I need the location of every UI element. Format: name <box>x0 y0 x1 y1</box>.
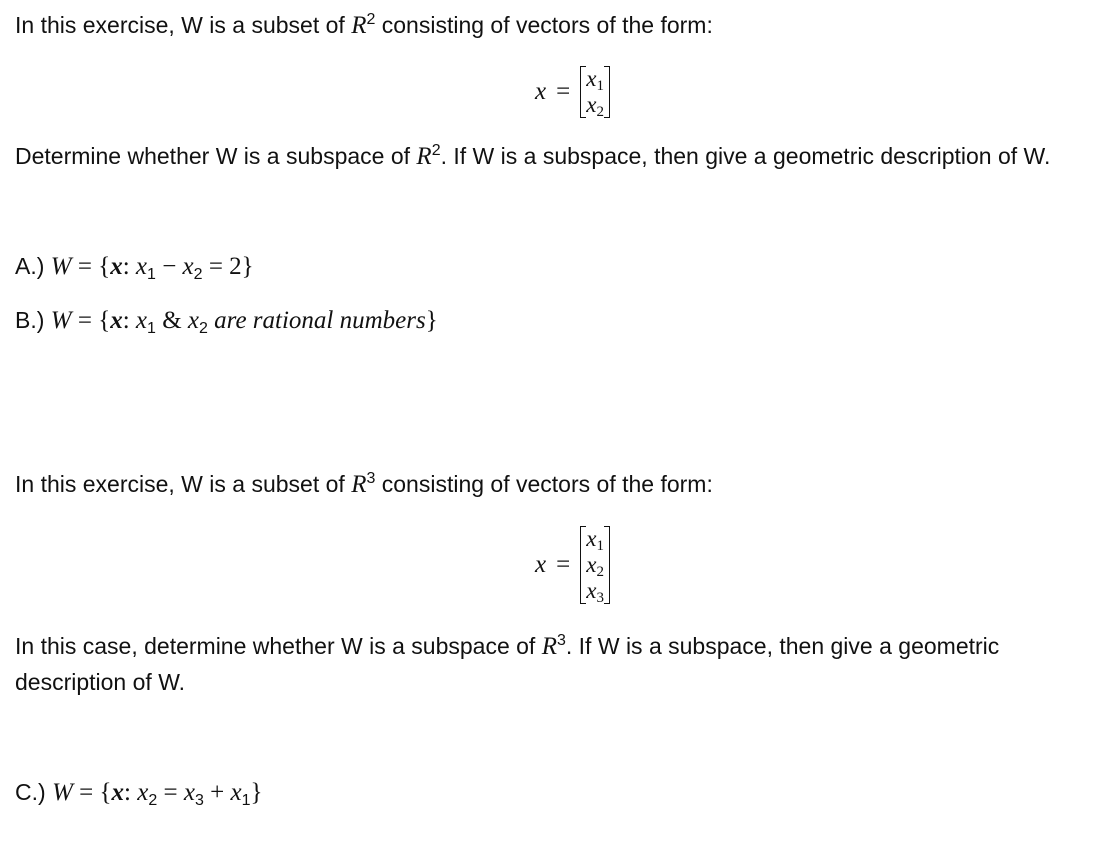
part-c: C.) W = {x: $x_2 = x_3 + x_1$} <box>15 779 263 809</box>
vector-entry: $x_3$ <box>586 578 604 606</box>
part-a: A.) W = {x: $x_1 - x_2 = 2$} <box>15 253 254 283</box>
vector-equation-r2: x = $x_1$ $x_2$ <box>535 66 610 118</box>
vector-entry: $x_1$ <box>586 526 604 554</box>
section2-question: In this case, determine whether W is a subspace of $R^3$. If W is a subspace, then give a geometric <box>15 632 1000 660</box>
vector-entry: $x_2$ <box>586 92 604 120</box>
section1-intro: In this exercise, W is a subset of $R^2$ consisting of vectors of the form: <box>15 11 713 39</box>
vector-entry: $x_1$ <box>586 66 604 94</box>
section2-question-line2: description of W. <box>15 669 186 695</box>
column-vector-r2 <box>580 66 610 118</box>
part-b: B.) W = {x: $x_1$ & $x_2$ are rational numbers} <box>15 307 438 337</box>
section2-intro: In this exercise, W is a subset of $R^3$ consisting of vectors of the form: <box>15 470 713 498</box>
section1-question: Determine whether W is a subspace of $R^2$. If W is a subspace, then give a geometric description of W. <box>15 142 1051 170</box>
vector-equation-r3: x = $x_1$ $x_2$ $x_3$ <box>535 526 610 604</box>
column-vector-r3 <box>580 526 610 604</box>
vector-entry: $x_2$ <box>586 552 604 580</box>
